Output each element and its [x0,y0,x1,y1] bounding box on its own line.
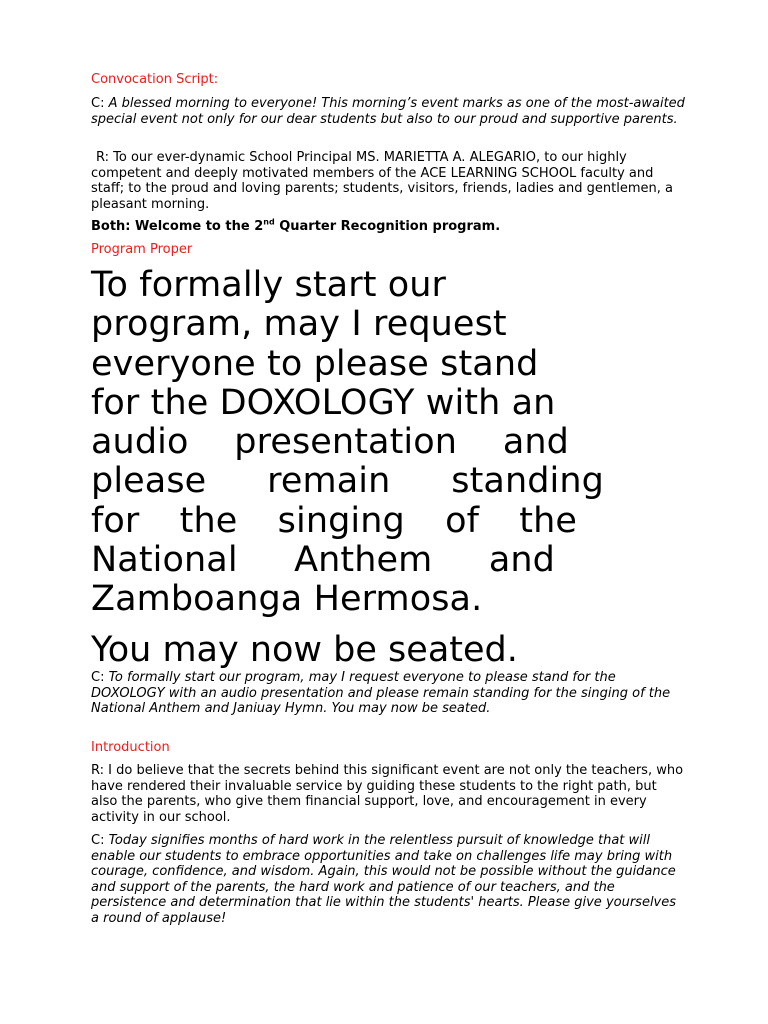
word: of [445,500,480,541]
large-line: To formally start our [91,265,447,305]
large-line-justified [91,423,569,462]
word: audio [91,422,189,463]
section-introduction: Introduction [91,740,170,755]
c-paragraph-3 [91,833,686,926]
r-paragraph-2: R: I do believe that the secrets behind this significant event are not only the teachers, who have rendered their invaluable service by guiding these students to the right path, but also the parents, who give them financial support, love, and encouragement in every activity in our school. [91,763,684,825]
r-paragraph-1: R: To our ever-dynamic School Principal MS. MARIETTA A. ALEGARIO, to our highly competent and deeply motivated members of the ACE LEARNING SCHOOL faculty and staff; to the proud and loving parents; students, visitors, friends, ladies and gentlemen, a pleasant morning. [91,150,674,212]
large-line: everyone to please stand [91,343,539,384]
word: the [179,500,238,541]
word: please [91,461,207,502]
word: for [91,500,140,541]
ordinal-suffix: nd [263,217,275,227]
speaker-c: C: [91,96,109,111]
c-paragraph-2 [91,670,686,717]
large-line: program, may I request [91,304,507,345]
word: the [519,500,577,541]
script-heading: Convocation Script: [91,72,219,87]
large-text-block [91,266,671,620]
word: National [91,540,238,581]
word: standing [451,461,604,502]
word: singing [277,500,405,541]
large-line-justified [91,502,577,541]
both-welcome [91,219,686,235]
word: and [488,540,555,581]
large-line: Zamboanga Hermosa. [91,579,483,620]
c-paragraph-1-text: A blessed morning to everyone! This morning’s event marks as one of the most-awaited special event not only for our dear students but also to our proud and supportive parents. [91,96,685,127]
speaker-c: C: [91,670,109,685]
word: remain [267,461,391,502]
c-paragraph-3-text: Today signifies months of hard work in the relentless pursuit of knowledge that will enable our students to embrace opportunities and take on challenges life may bring with courage, confidence, and wisdom. Again, this would not be possible without the guidance and support of the parents, the hard work and patience of our teachers, and the persistence and determination that lie within the students' hearts. Please give yourselves a round of applause! [91,833,677,926]
c-paragraph-2-text: To formally start our program, may I request everyone to please stand for the DOXOLOGY with an audio presentation and please remain standing for the singing of the National Anthem and Janiuay Hymn. You may now be seated. [91,670,671,716]
both-welcome-suffix: Quarter Recognition program. [274,219,501,234]
word: and [502,422,569,463]
large-line: for the DOXOLOGY with an [91,382,556,423]
c-paragraph-1 [91,96,686,127]
section-program-proper: Program Proper [91,242,193,257]
word: presentation [234,422,458,463]
both-welcome-prefix: Both: Welcome to the 2 [91,219,264,234]
speaker-c: C: [91,833,109,848]
large-line-justified [91,541,555,580]
seated-line: You may now be seated. [91,630,518,670]
large-line-justified [91,462,604,501]
word: Anthem [294,540,433,581]
